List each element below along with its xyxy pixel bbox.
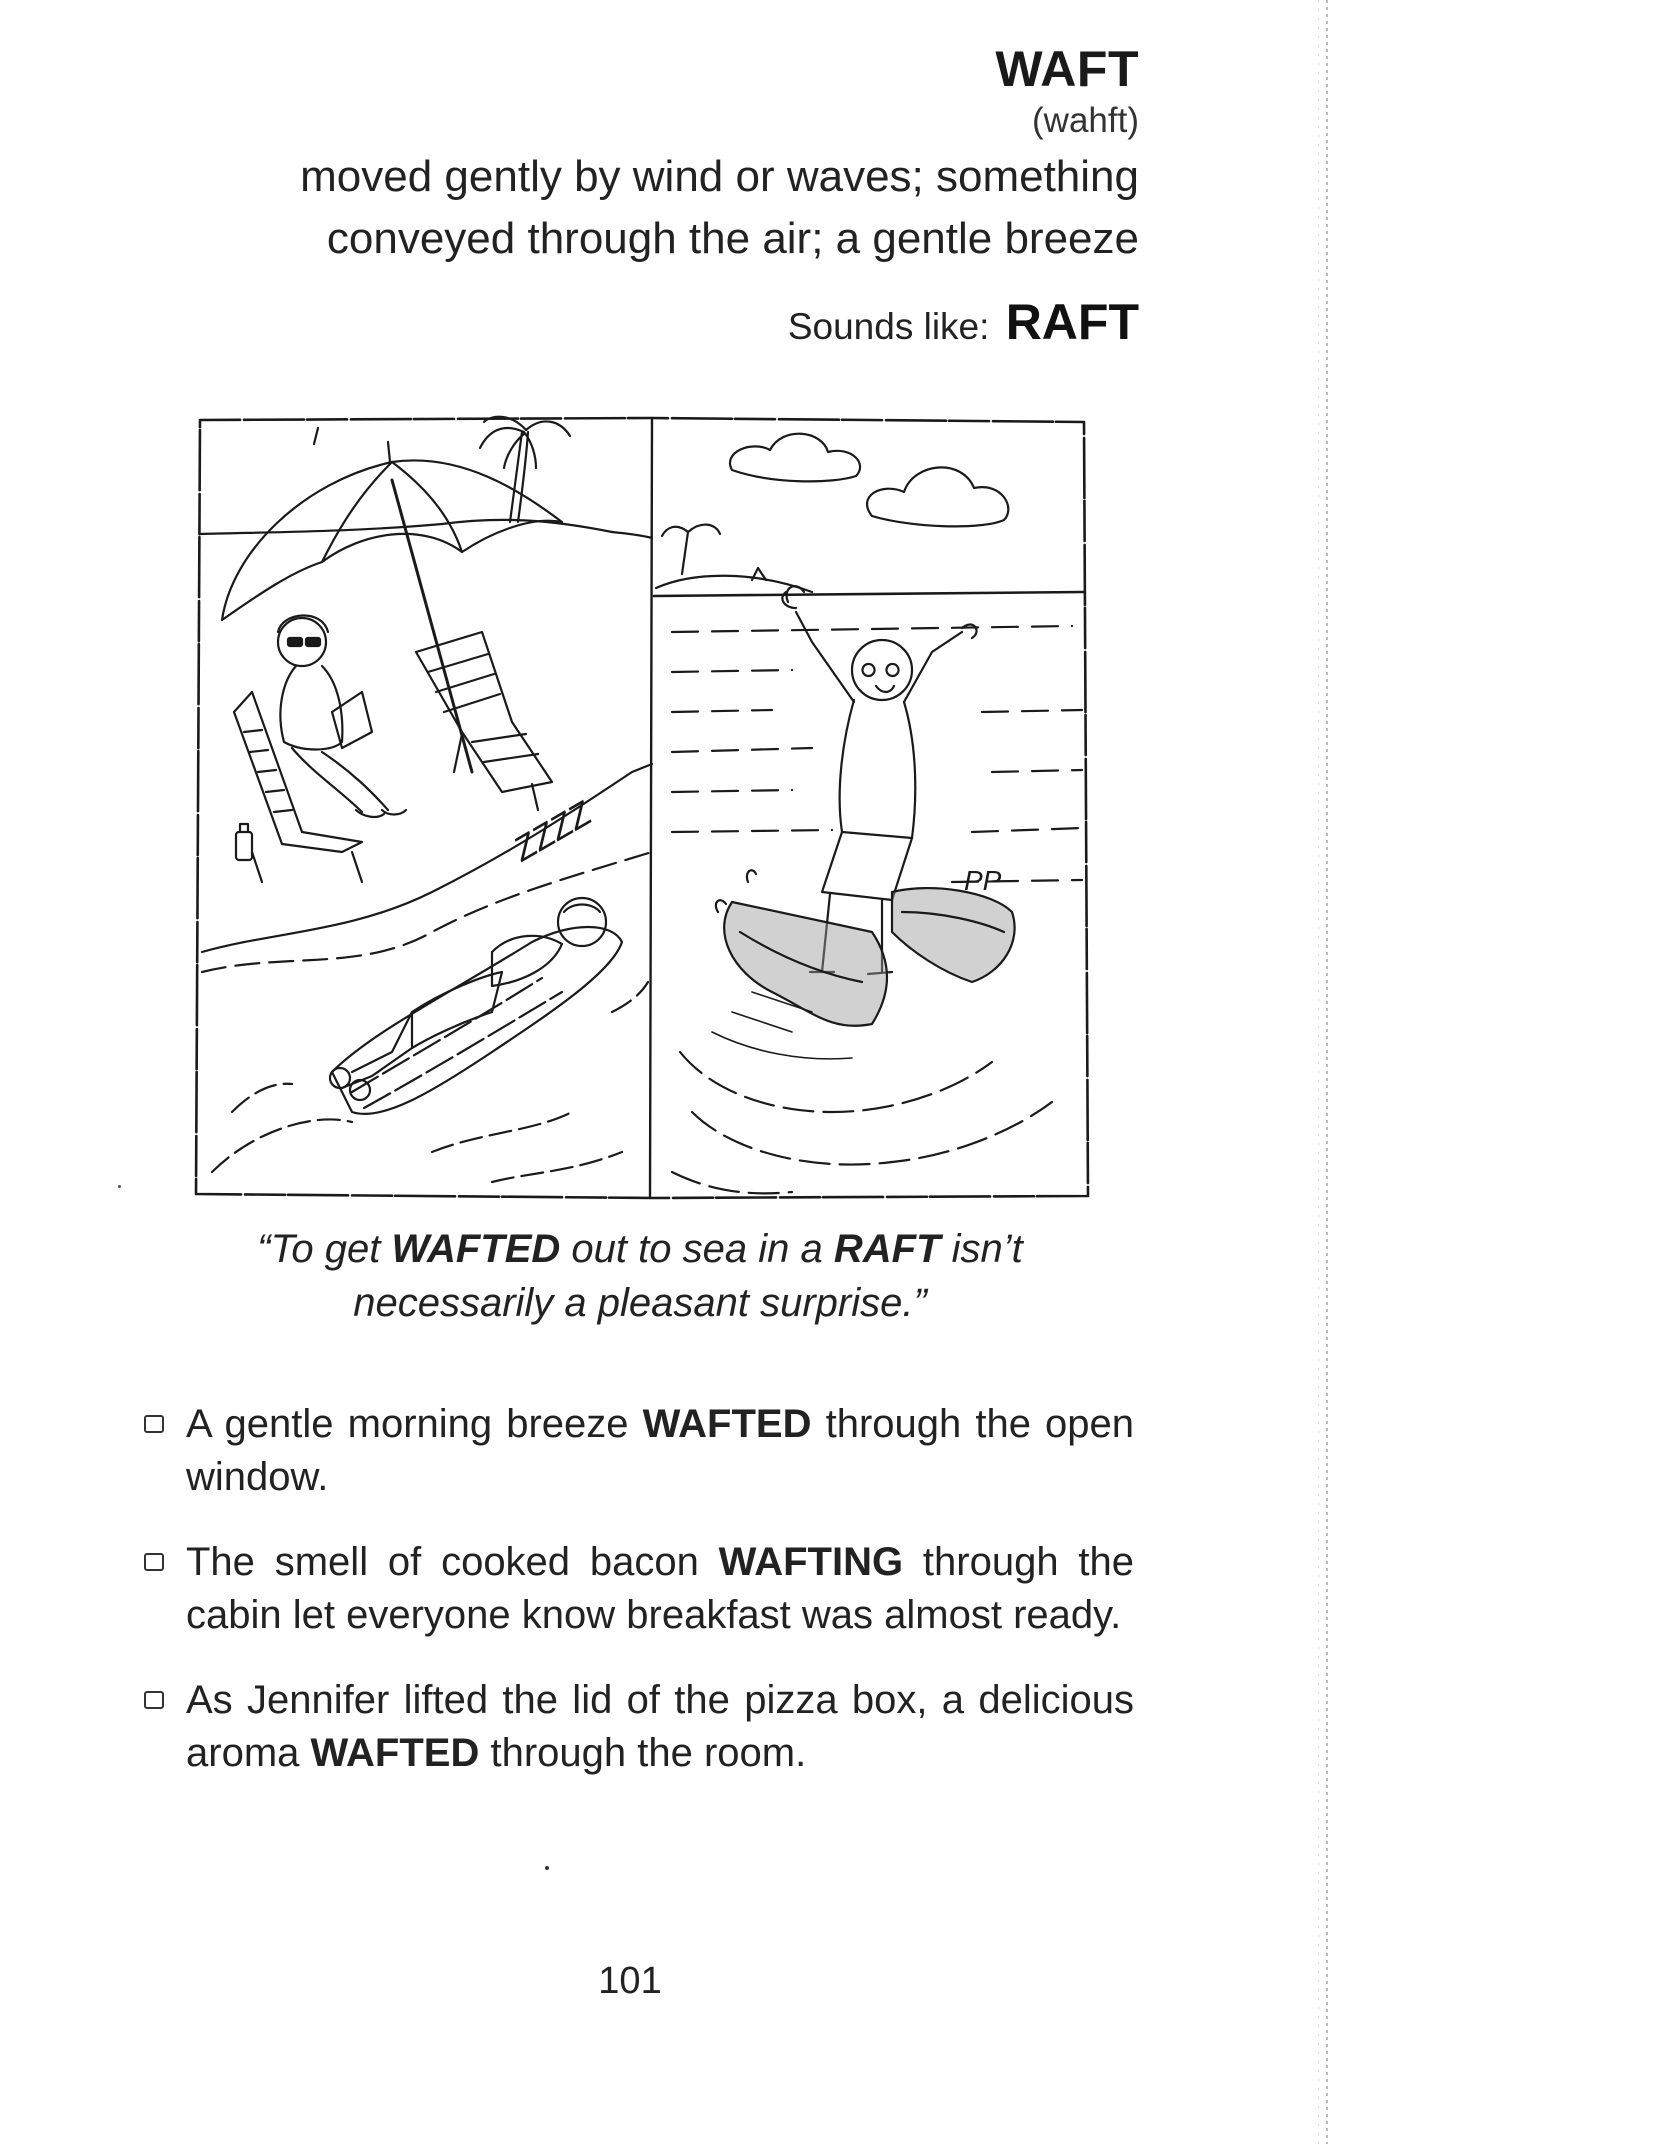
caption-bold-2: RAFT xyxy=(833,1227,941,1271)
sound-text: PP xyxy=(964,865,1002,896)
caption-line-1 xyxy=(190,1222,1090,1276)
caption-text-1: “To get xyxy=(257,1227,392,1271)
empty-lounge-chair-icon xyxy=(416,632,552,810)
cartoon-caption xyxy=(190,1222,1090,1330)
sleeping-man-on-raft-icon xyxy=(330,898,622,1114)
example-text: As Jennifer lifted the lid of the pizza box, a delicious aroma xyxy=(186,1678,1134,1775)
cloud-icon xyxy=(730,434,860,482)
definition-line-2: conveyed through the air; a gentle breeze xyxy=(326,214,1139,263)
example-sentence xyxy=(144,1674,1134,1780)
checkbox-icon xyxy=(144,1691,164,1709)
example-keyword: WAFTED xyxy=(310,1731,480,1775)
distant-island-icon xyxy=(656,525,812,592)
raft-icon xyxy=(724,888,1014,1026)
checkbox-icon xyxy=(144,1415,164,1433)
stray-mark xyxy=(118,1185,121,1188)
page-number: 101 xyxy=(598,1960,662,2002)
left-panel-beach xyxy=(200,417,652,1182)
sounds-like-word: RAFT xyxy=(1005,294,1139,350)
caption-bold-1: WAFTED xyxy=(391,1227,561,1271)
palm-tree-icon xyxy=(480,417,570,522)
definition xyxy=(239,146,1139,270)
cartoon-illustration xyxy=(192,412,1096,1202)
example-sentence xyxy=(144,1398,1134,1504)
headword: WAFT xyxy=(995,41,1139,97)
example-keyword: WAFTING xyxy=(718,1540,904,1584)
bottle-icon xyxy=(236,824,252,860)
checkbox-icon xyxy=(144,1553,164,1571)
sea-lines xyxy=(672,626,1082,882)
example-sentence xyxy=(144,1536,1134,1642)
pronunciation: (wahft) xyxy=(1032,101,1139,140)
page-edge xyxy=(1326,0,1328,2144)
example-text: The smell of cooked bacon xyxy=(186,1540,719,1584)
example-text: through the open window. xyxy=(186,1402,1135,1499)
example-text: through the room. xyxy=(479,1731,807,1775)
example-text: through the cabin let everyone know breakfast was almost ready. xyxy=(186,1540,1134,1637)
stray-mark xyxy=(545,1866,549,1870)
reading-woman-icon xyxy=(278,615,406,817)
right-panel-sea xyxy=(654,434,1084,1194)
caption-text-3: isn’t xyxy=(940,1227,1023,1271)
example-sentences xyxy=(144,1398,1134,1812)
page-edge-shadow xyxy=(1318,0,1319,2144)
snore-text: ZZZZ xyxy=(507,794,598,869)
example-keyword: WAFTED xyxy=(642,1402,812,1446)
entry-header xyxy=(239,38,1139,357)
sounds-like xyxy=(239,292,1139,357)
caption-text-2: out to sea in a xyxy=(560,1227,834,1271)
example-text: A gentle morning breeze xyxy=(186,1402,643,1446)
definition-line-1: moved gently by wind or waves; something xyxy=(300,152,1139,201)
sounds-like-label: Sounds like: xyxy=(787,306,990,347)
caption-line-2: necessarily a pleasant surprise.” xyxy=(353,1281,927,1325)
cloud-icon-2 xyxy=(867,467,1008,526)
